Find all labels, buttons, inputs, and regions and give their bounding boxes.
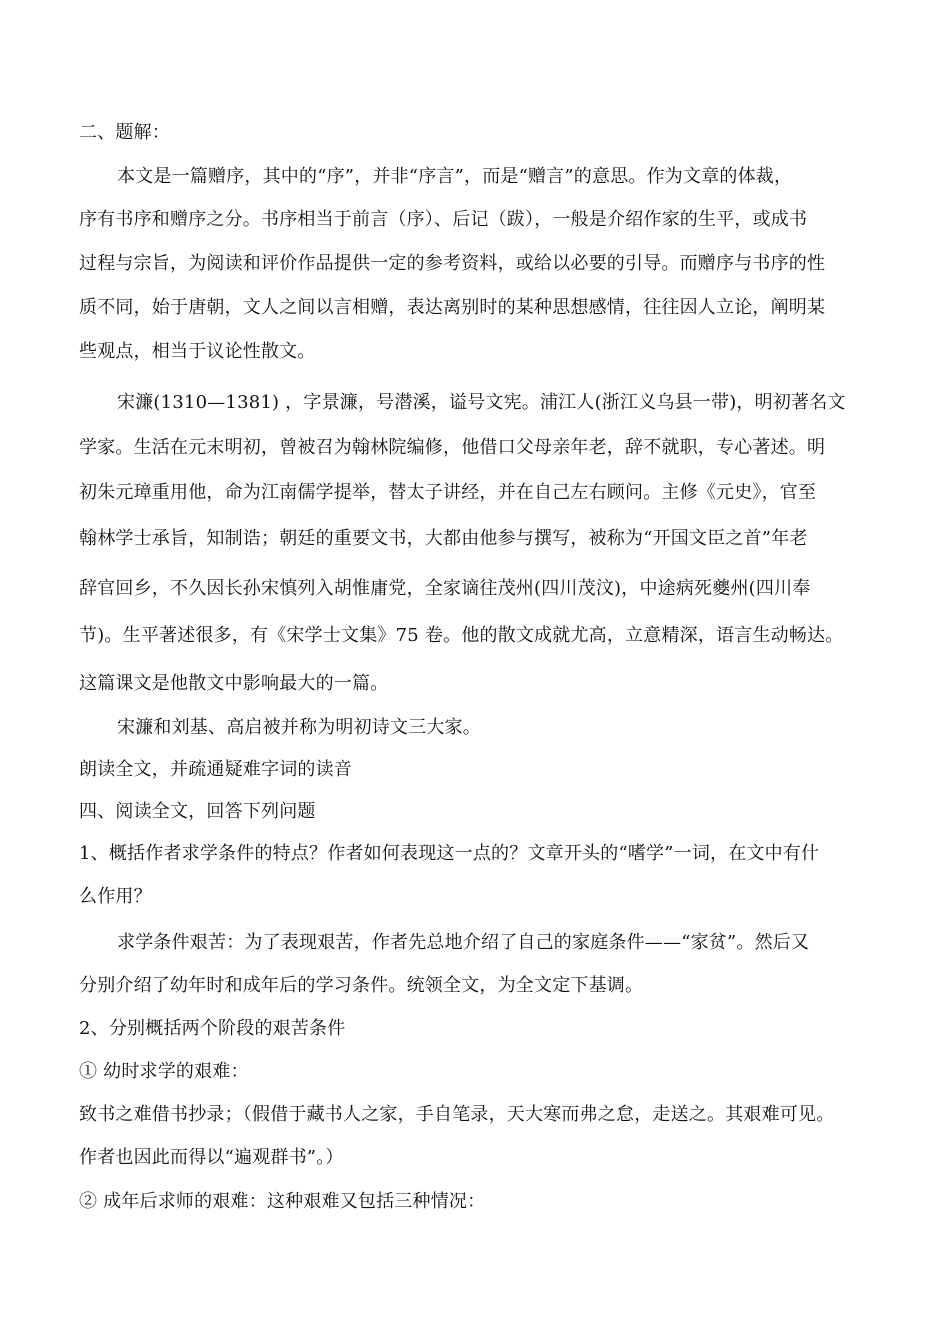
paragraph-line: 节)。生平著述很多，有《宋学士文集》75 卷。他的散文成就尤高，立意精深，语言生动畅达。 [79,625,844,646]
list-item: ② 成年后求师的艰难：这种艰难又包括三种情况： [79,1191,486,1212]
paragraph-line: 质不同，始于唐朝，文人之间以言相赠，表达离别时的某种思想感情，往往因人立论，阐明某 [79,297,826,318]
paragraph-line: 朗读全文，并疏通疑难字词的读音 [79,759,352,780]
paragraph-line: 作者也因此而得以“遍观群书”。） [79,1147,344,1168]
paragraph-line: 初朱元璋重用他，命为江南儒学提举，替太子讲经，并在自己左右顾问。主修《元史》，官至 [79,482,817,503]
list-item: ① 幼时求学的艰难： [79,1061,249,1082]
paragraph-line: 学家。生活在元末明初，曾被召为翰林院编修，他借口父母亲年老，辞不就职，专心著述。明 [79,437,826,458]
question-line: 1、概括作者求学条件的特点？作者如何表现这一点的？文章开头的“嗜学”一词，在文中有什 [79,843,820,864]
paragraph-line: 过程与宗旨，为阅读和评价作品提供一定的参考资料，或给以必要的引导。而赠序与书序的性 [79,253,826,274]
section-heading: 二、题解： [79,122,170,143]
paragraph-line: 宋濂和刘基、高启被并称为明初诗文三大家。 [117,717,481,738]
section-heading: 四、阅读全文，回答下列问题 [79,801,316,822]
question-line: 2、分别概括两个阶段的艰苦条件 [79,1018,346,1039]
paragraph-line: 致书之难借书抄录；（假借于藏书人之家，手自笔录，天大寒而弗之怠，走送之。其艰难可见。 [79,1104,835,1125]
paragraph-line: 翰林学士承旨，知制诰；朝廷的重要文书，大都由他参与撰写，被称为“开国文臣之首”年老 [79,528,808,549]
answer-line: 求学条件艰苦：为了表现艰苦，作者先总地介绍了自己的家庭条件——“家贫”。然后又 [117,932,810,953]
paragraph-line: 辞官回乡，不久因长孙宋慎列入胡惟庸党，全家谪往茂州(四川茂汶)，中途病死夔州(四川奉 [79,578,811,599]
answer-line: 分别介绍了幼年时和成年后的学习条件。统领全文，为全文定下基调。 [79,975,644,996]
paragraph-line: 些观点，相当于议论性散文。 [79,341,316,362]
paragraph-line: 这篇课文是他散文中影响最大的一篇。 [79,673,389,694]
paragraph-line: 宋濂(1310—1381) ，字景濂，号潜溪，谥号文宪。浦江人(浙江义乌县一带)，明初著名文 [117,392,846,413]
question-line: 么作用？ [79,886,152,907]
paragraph-line: 本文是一篇赠序，其中的“序”，并非“序言”，而是“赠言”的意思。作为文章的体裁， [117,166,793,187]
paragraph-line: 序有书序和赠序之分。书序相当于前言（序）、后记（跋），一般是介绍作家的生平，或成书 [79,209,808,230]
